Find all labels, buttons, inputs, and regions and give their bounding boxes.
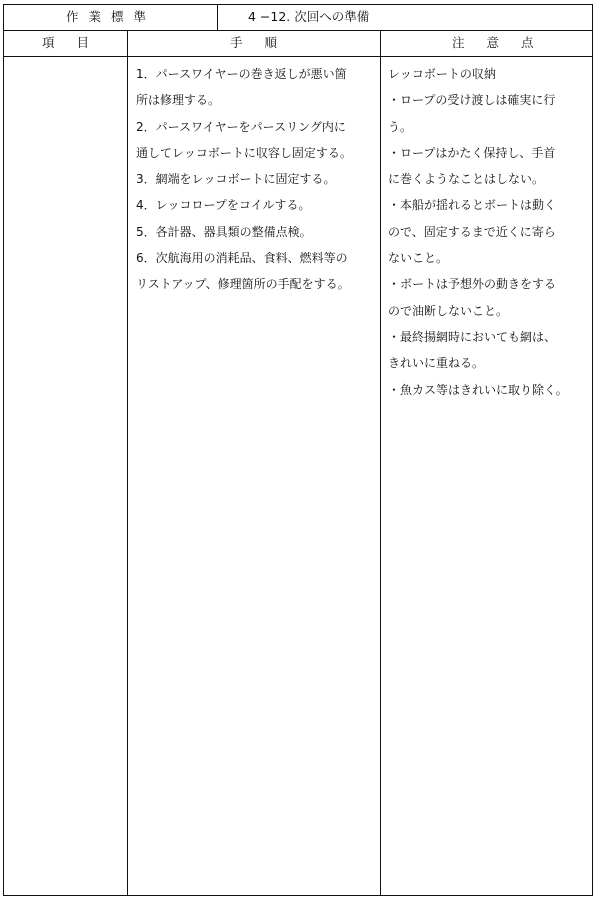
notes-line: ので、固定するまで近くに寄ら <box>388 224 556 239</box>
notes-line: ・ロープはかたく保持し、手首 <box>388 145 556 160</box>
notes-line: レッコボートの収納 <box>388 67 496 81</box>
procedure-line: 所は修理する。 <box>136 93 221 108</box>
column-header-item: 項目 <box>42 35 112 50</box>
procedure-line: 1．パースワイヤーの巻き返しが悪い箇 <box>136 67 347 81</box>
notes-line: ないこと。 <box>388 251 449 266</box>
procedure-steps <box>136 61 352 298</box>
header-divider <box>3 30 593 31</box>
column-header-procedure: 手順 <box>230 35 300 50</box>
standard-label: 作業標準 <box>66 9 157 24</box>
notes-line: ・ボートは予想外の動きをする <box>388 277 557 292</box>
procedure-line: リストアップ、修理箇所の手配をする。 <box>136 277 350 292</box>
notes-list <box>388 61 568 403</box>
notes-column-line <box>380 31 381 896</box>
notes-line: きれいに重ねる。 <box>388 356 485 371</box>
item-column-line <box>127 31 128 896</box>
column-header-notes: 注意点 <box>452 35 556 50</box>
notes-line: に巻くようなことはしない。 <box>388 172 545 187</box>
procedure-line: 4．レッコロープをコイルする。 <box>136 198 311 213</box>
procedure-line: 6．次航海用の消耗品、食料、燃料等の <box>136 251 348 266</box>
procedure-line: 3．網端をレッコボートに固定する。 <box>136 172 336 187</box>
notes-line: ・魚カス等はきれいに取り除く。 <box>388 382 568 397</box>
procedure-line: 通してレッコボートに収容し固定する。 <box>136 145 352 160</box>
section-title: 4 −12. 次回への準備 <box>248 9 370 24</box>
procedure-line: 2．パースワイヤーをパースリング内に <box>136 119 346 134</box>
column-header-divider <box>3 56 593 57</box>
header-split-line <box>217 4 218 31</box>
notes-line: ので油断しないこと。 <box>388 303 509 318</box>
notes-line: ・ロープの受け渡しは確実に行 <box>388 93 556 108</box>
notes-line: ・本船が揺れるとボートは動く <box>388 198 557 213</box>
notes-line: ・最終揚網時においても網は、 <box>388 329 557 344</box>
notes-line: う。 <box>388 119 413 134</box>
procedure-line: 5．各計器、器具類の整備点検。 <box>136 224 312 239</box>
